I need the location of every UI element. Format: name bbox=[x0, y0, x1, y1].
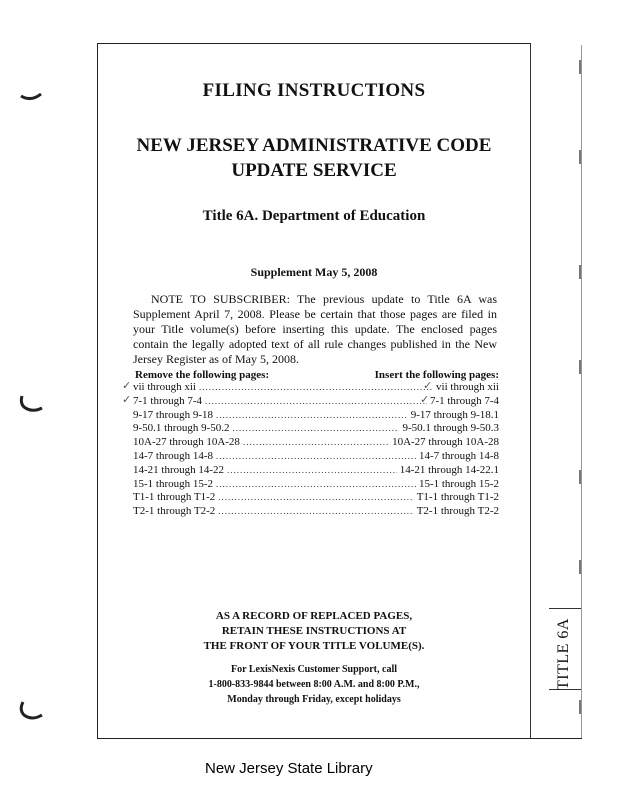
leader-dots bbox=[227, 464, 397, 478]
leader-dots bbox=[216, 409, 408, 423]
record-line-1: AS A RECORD OF REPLACED PAGES, bbox=[215, 610, 413, 622]
leader-dots bbox=[218, 491, 413, 505]
record-line-2: RETAIN THESE INSTRUCTIONS AT bbox=[221, 625, 407, 637]
tab-divider-rule bbox=[530, 43, 531, 739]
punch-hole-icon bbox=[18, 393, 44, 415]
insert-pages: 14-7 through 14-8 bbox=[418, 449, 499, 462]
binder-tick-mark bbox=[579, 265, 581, 279]
binder-edge-rule bbox=[581, 45, 582, 738]
list-item bbox=[133, 491, 499, 505]
title-section-heading: Title 6A. Department of Education bbox=[202, 208, 426, 224]
list-item bbox=[133, 381, 499, 395]
leader-dots bbox=[233, 422, 400, 436]
list-item bbox=[133, 422, 499, 436]
tab-rule-top bbox=[549, 608, 581, 609]
remove-pages: 9-50.1 through 9-50.2 bbox=[133, 422, 230, 435]
binder-tick-mark bbox=[579, 700, 581, 714]
insert-pages: 10A-27 through 10A-28 bbox=[392, 436, 499, 449]
leader-dots bbox=[218, 505, 413, 519]
check-mark-icon: ✓ bbox=[122, 379, 132, 392]
remove-pages: T1-1 through T1-2 bbox=[133, 491, 216, 504]
remove-pages: 9-17 through 9-18 bbox=[133, 408, 214, 421]
insert-pages: 15-1 through 15-2 bbox=[418, 477, 499, 490]
remove-pages: 14-7 through 14-8 bbox=[133, 449, 214, 462]
remove-pages: vii through xii bbox=[133, 381, 196, 393]
remove-pages: 7-1 through 7-4 bbox=[133, 394, 203, 407]
list-item bbox=[133, 395, 499, 409]
binder-tick-mark bbox=[579, 150, 581, 164]
leader-dots bbox=[216, 478, 416, 492]
library-stamp: New Jersey State Library bbox=[205, 760, 373, 777]
punch-hole-icon bbox=[18, 700, 44, 722]
list-item bbox=[133, 464, 499, 478]
support-line-1: For LexisNexis Customer Support, call bbox=[230, 664, 397, 675]
insert-pages: 14-21 through 14-22.1 bbox=[399, 463, 499, 476]
code-title-line-1: NEW JERSEY ADMINISTRATIVE CODE bbox=[136, 135, 492, 156]
check-mark-icon: ✓ bbox=[420, 393, 430, 406]
insert-pages: T2-1 through T2-2 bbox=[416, 505, 499, 518]
page-frame-top-rule bbox=[97, 43, 530, 44]
leader-dots bbox=[243, 436, 389, 450]
list-item bbox=[133, 478, 499, 492]
check-mark-icon: ✓ bbox=[423, 379, 433, 392]
support-line-2: 1-800-833-9844 between 8:00 A.M. and 8:00 P.M., bbox=[208, 679, 420, 690]
binder-tick-mark bbox=[579, 560, 581, 574]
code-title-line-2: UPDATE SERVICE bbox=[231, 160, 397, 181]
code-title bbox=[98, 133, 530, 183]
leader-dots bbox=[216, 450, 416, 464]
insert-pages: 9-50.1 through 9-50.3 bbox=[402, 422, 499, 435]
insert-column-heading: Insert the following pages: bbox=[374, 369, 499, 381]
insert-pages: vii through xii bbox=[436, 381, 499, 393]
page-replacement-list bbox=[133, 381, 499, 519]
remove-pages: 15-1 through 15-2 bbox=[133, 477, 214, 490]
binder-tick-mark bbox=[579, 60, 581, 74]
punch-hole-icon bbox=[18, 80, 44, 102]
record-instructions bbox=[98, 609, 530, 654]
binder-tick-mark bbox=[579, 360, 581, 374]
remove-pages: T2-1 through T2-2 bbox=[133, 505, 216, 518]
list-item bbox=[133, 505, 499, 519]
supplement-date: Supplement May 5, 2008 bbox=[250, 265, 378, 279]
customer-support-info bbox=[98, 662, 530, 707]
title-tab-label: TITLE 6A bbox=[555, 618, 572, 690]
check-mark-icon: ✓ bbox=[122, 393, 132, 406]
support-line-3: Monday through Friday, except holidays bbox=[227, 694, 401, 705]
subscriber-note: NOTE TO SUBSCRIBER: The previous update to Title 6A was Supplement April 7, 2008. Please be certain that those pages are filed in your Title volume(s) before inserting this update. The enclosed pages contain the legally adopted text of all rule changes published in the New Jersey Register as of May 5, 2008. bbox=[133, 292, 497, 366]
remove-pages: 14-21 through 14-22 bbox=[133, 463, 225, 476]
record-line-3: THE FRONT OF YOUR TITLE VOLUME(S). bbox=[203, 640, 425, 652]
leader-dots bbox=[199, 381, 433, 395]
list-item bbox=[133, 436, 499, 450]
page-title: FILING INSTRUCTIONS bbox=[202, 80, 426, 101]
insert-pages: 7-1 through 7-4 bbox=[429, 394, 499, 407]
leader-dots bbox=[205, 393, 430, 409]
list-item bbox=[133, 450, 499, 464]
list-item bbox=[133, 409, 499, 423]
binder-tick-mark bbox=[579, 470, 581, 484]
remove-pages: 10A-27 through 10A-28 bbox=[133, 436, 240, 449]
insert-pages: T1-1 through T1-2 bbox=[416, 491, 499, 504]
remove-column-heading: Remove the following pages: bbox=[135, 369, 270, 381]
insert-pages: 9-17 through 9-18.1 bbox=[410, 408, 499, 421]
page-frame-bottom-rule bbox=[97, 738, 582, 739]
